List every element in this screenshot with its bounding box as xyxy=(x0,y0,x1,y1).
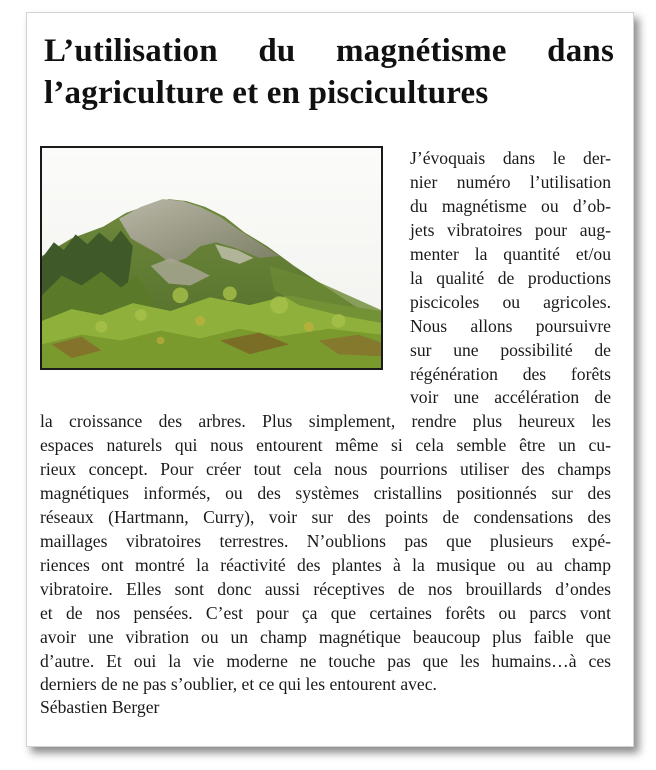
text-line: régénération des forêts xyxy=(410,364,611,384)
text-line: rieux concept. Pour créer tout cela nous pourrions utiliser des champs xyxy=(40,459,611,479)
text-line: riences ont montré la réactivité des plantes à la musique ou au champ xyxy=(40,555,611,575)
text-line: maillages vibratoires terrestres. N’oublions pas que plusieurs expé- xyxy=(40,531,611,551)
text-line: derniers de ne pas s’oublier, et ce qui les entourent avec. xyxy=(40,674,437,694)
text-line: et de nos pensées. C’est pour ça que certaines forêts ou parcs vont xyxy=(40,603,611,623)
text-line: espaces naturels qui nous entourent même si cela semble être un cu- xyxy=(40,435,611,455)
text-line: avoir une vibration ou un champ magnétique beaucoup plus faible que xyxy=(40,627,611,647)
text-line: du magnétisme ou d’ob- xyxy=(410,196,611,216)
text-line: menter la quantité et/ou xyxy=(410,244,611,264)
article-title-line-2: l’agriculture et en piscicultures xyxy=(44,75,489,111)
text-line: réseaux (Hartmann, Curry), voir sur des points de condensations des xyxy=(40,507,611,527)
text-line: la croissance des arbres. Plus simplement, rendre plus heureux les xyxy=(40,411,611,431)
text-line: nier numéro l’utilisation xyxy=(410,172,611,192)
article-title-line-1: L’utilisation du magnétisme dans xyxy=(44,33,614,69)
text-line: J’évoquais dans le der- xyxy=(410,148,611,168)
text-line: d’autre. Et oui la vie moderne ne touche pas que les humains…à ces xyxy=(40,651,611,671)
text-line: la qualité de productions xyxy=(410,268,611,288)
author-signature: Sébastien Berger xyxy=(40,697,160,717)
text-line: magnétiques informés, ou des systèmes cristallins positionnés sur des xyxy=(40,483,611,503)
mountain-photo xyxy=(40,146,383,370)
text-line: vibratoire. Elles sont donc aussi réceptives de nos brouillards d’ondes xyxy=(40,579,611,599)
article-title xyxy=(44,30,614,114)
text-line: sur une possibilité de xyxy=(410,340,611,360)
mountain-landscape-image xyxy=(42,148,381,368)
text-line: jets vibratoires pour aug- xyxy=(410,220,611,240)
text-line: voir une accélération de xyxy=(410,387,611,407)
text-line: Nous allons poursuivre xyxy=(410,316,611,336)
text-line: piscicoles ou agricoles. xyxy=(410,292,611,312)
